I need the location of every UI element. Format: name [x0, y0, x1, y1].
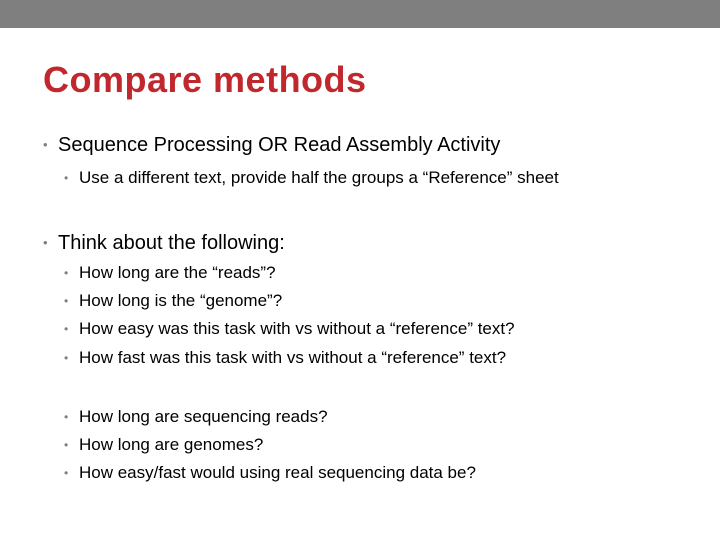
- sub-bullet-text: How long are sequencing reads?: [79, 407, 328, 426]
- sub-bullet-item-genome-length: [64, 290, 283, 312]
- bullet-dot-icon: •: [64, 410, 69, 424]
- sub-bullet-item-genomes-length: [64, 434, 264, 456]
- bullet-dot-icon: •: [64, 438, 69, 452]
- bullet-dot-icon: •: [64, 351, 69, 365]
- bullet-dot-icon: •: [64, 466, 69, 480]
- sub-bullet-item-sequencing-reads: [64, 406, 328, 428]
- sub-bullet-text: How fast was this task with vs without a “reference” text?: [79, 348, 507, 367]
- sub-bullet-text: How long are genomes?: [79, 435, 264, 454]
- bullet-dot-icon: •: [64, 322, 69, 336]
- sub-bullet-text: How easy/fast would using real sequencing data be?: [79, 463, 476, 482]
- sub-bullet-item-task-fast: [64, 347, 507, 369]
- sub-bullet-text: How long are the “reads”?: [79, 263, 276, 282]
- sub-bullet-text: How easy was this task with vs without a “reference” text?: [79, 319, 515, 338]
- slide-title: Compare methods: [43, 59, 367, 100]
- sub-bullet-item-reads-length: [64, 262, 276, 284]
- sub-bullet-text: How long is the “genome”?: [79, 291, 283, 310]
- sub-bullet-text: Use a different text, provide half the groups a “Reference” sheet: [79, 168, 559, 187]
- bullet-dot-icon: •: [64, 171, 69, 185]
- bullet-dot-icon: •: [43, 235, 48, 250]
- bullet-dot-icon: •: [64, 294, 69, 308]
- bullet-text: Sequence Processing OR Read Assembly Activity: [58, 134, 501, 156]
- bullet-item-sequence-processing: [43, 133, 501, 157]
- bullet-dot-icon: •: [43, 137, 48, 152]
- bullet-text: Think about the following:: [58, 232, 285, 254]
- bullet-dot-icon: •: [64, 266, 69, 280]
- sub-bullet-item-task-easy: [64, 318, 515, 340]
- bullet-item-think-about: [43, 231, 285, 255]
- top-bar: [0, 0, 720, 28]
- sub-bullet-item-reference-sheet: [64, 167, 559, 189]
- sub-bullet-item-real-data: [64, 462, 476, 484]
